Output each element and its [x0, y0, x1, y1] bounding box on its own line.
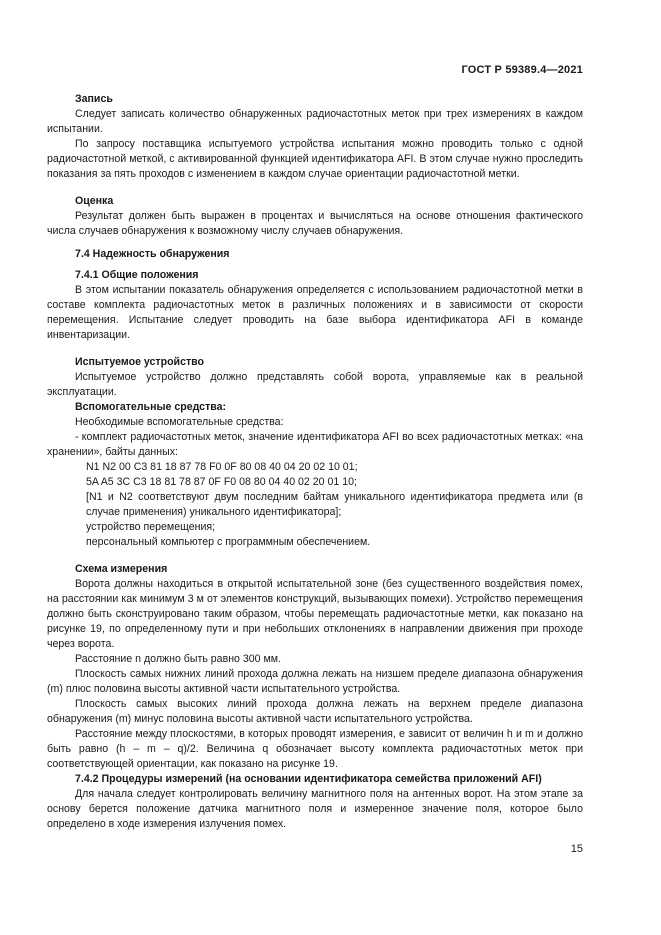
list-note: [N1 и N2 соответствуют двум последним байтам уникального идентификатора предмета или (в случае применения) уникального идентификатора]; — [86, 491, 583, 518]
section-heading-7-4-1: 7.4.1 Общие положения — [75, 269, 199, 281]
paragraph: Плоскость самых нижних линий прохода должна лежать на низшем пределе диапазона обнаружения (m) плюс половина высоты активной части испытательного устройства. — [47, 668, 583, 695]
list-item: - комплект радиочастотных меток, значение идентификатора AFI во всех радиочастотных метках: «на хранении», байты данных: — [47, 431, 583, 458]
paragraph: В этом испытании показатель обнаружения определяется с использованием радиочастотной метки в составе комплекта радиочастотных меток в различных положениях и в зависимости от скорости перемещения. Испытание следует проводить на базе выбора идентификатора AFI в команде инвентаризации. — [47, 284, 583, 341]
section-heading-7-4: 7.4 Надежность обнаружения — [75, 248, 230, 260]
paragraph: По запросу поставщика испытуемого устройства испытания можно проводить только с одной радиочастотной меткой, с активированной функцией идентификатора AFI. В этом случае нужно проследить показания за пять проходов с изменением в каждом случае ориентации радиочастотной метки. — [47, 138, 583, 180]
paragraph: Расстояние n должно быть равно 300 мм. — [75, 653, 282, 665]
standard-header: ГОСТ Р 59389.4—2021 — [461, 64, 583, 76]
paragraph: Следует записать количество обнаруженных радиочастотных меток при трех измерениях в каждом испытании. — [47, 108, 583, 135]
document-body — [47, 92, 583, 832]
paragraph: Ворота должны находиться в открытой испытательной зоне (без существенного воздействия помех, на расстоянии как минимум 3 м от элементов конструкций, вызывающих помехи). Устройство перемещения должно быть сконструировано таким образом, чтобы перемещать радиочастотные метки, как показано на рисунке 19, по определенному пути и при небольших отклонениях в направлении движения при проходе через ворота. — [47, 578, 583, 650]
paragraph: Расстояние между плоскостями, в которых проводят измерения, e зависит от величин h и m и должно быть равно (h – m – q)/2. Величина q обозначает высоту комплекта радиочастотных меток при соответствующей ориентации, как показано на рисунке 19. — [47, 728, 583, 770]
paragraph: Необходимые вспомогательные средства: — [75, 416, 284, 428]
data-bytes-line: N1 N2 00 C3 81 18 87 78 F0 0F 80 08 40 04 20 02 10 01; — [86, 461, 358, 473]
section-heading-ocenka: Оценка — [75, 195, 114, 207]
list-item: устройство перемещения; — [86, 521, 216, 533]
paragraph: Испытуемое устройство должно представлять собой ворота, управляемые как в реальной эксплуатации. — [47, 371, 583, 398]
paragraph: Результат должен быть выражен в процентах и вычисляться на основе отношения фактического числа случаев обнаружения к возможному числу случаев обнаружения. — [47, 210, 583, 237]
data-bytes-line: 5A A5 3C C3 18 81 78 87 0F F0 08 80 04 40 02 20 01 10; — [86, 476, 357, 488]
page-number: 15 — [570, 843, 583, 855]
section-heading-zapis: Запись — [75, 93, 113, 105]
section-heading-scheme: Схема измерения — [75, 563, 168, 575]
paragraph: Для начала следует контролировать величину магнитного поля на антенных ворот. На этом этапе за основу берется положение датчика магнитного поля и измеренное значение поля, которое было определено в ходе измерения излучения помех. — [47, 788, 583, 830]
section-heading-7-4-2: 7.4.2 Процедуры измерений (на основании идентификатора семейства приложений AFI) — [75, 773, 542, 785]
section-heading-device: Испытуемое устройство — [75, 356, 204, 368]
section-heading-aux: Вспомогательные средства: — [75, 401, 227, 413]
list-item: персональный компьютер с программным обеспечением. — [86, 536, 371, 548]
paragraph: Плоскость самых высоких линий прохода должна лежать на верхнем пределе диапазона обнаружения (m) минус половина высоты активной части испытательного устройства. — [47, 698, 583, 725]
